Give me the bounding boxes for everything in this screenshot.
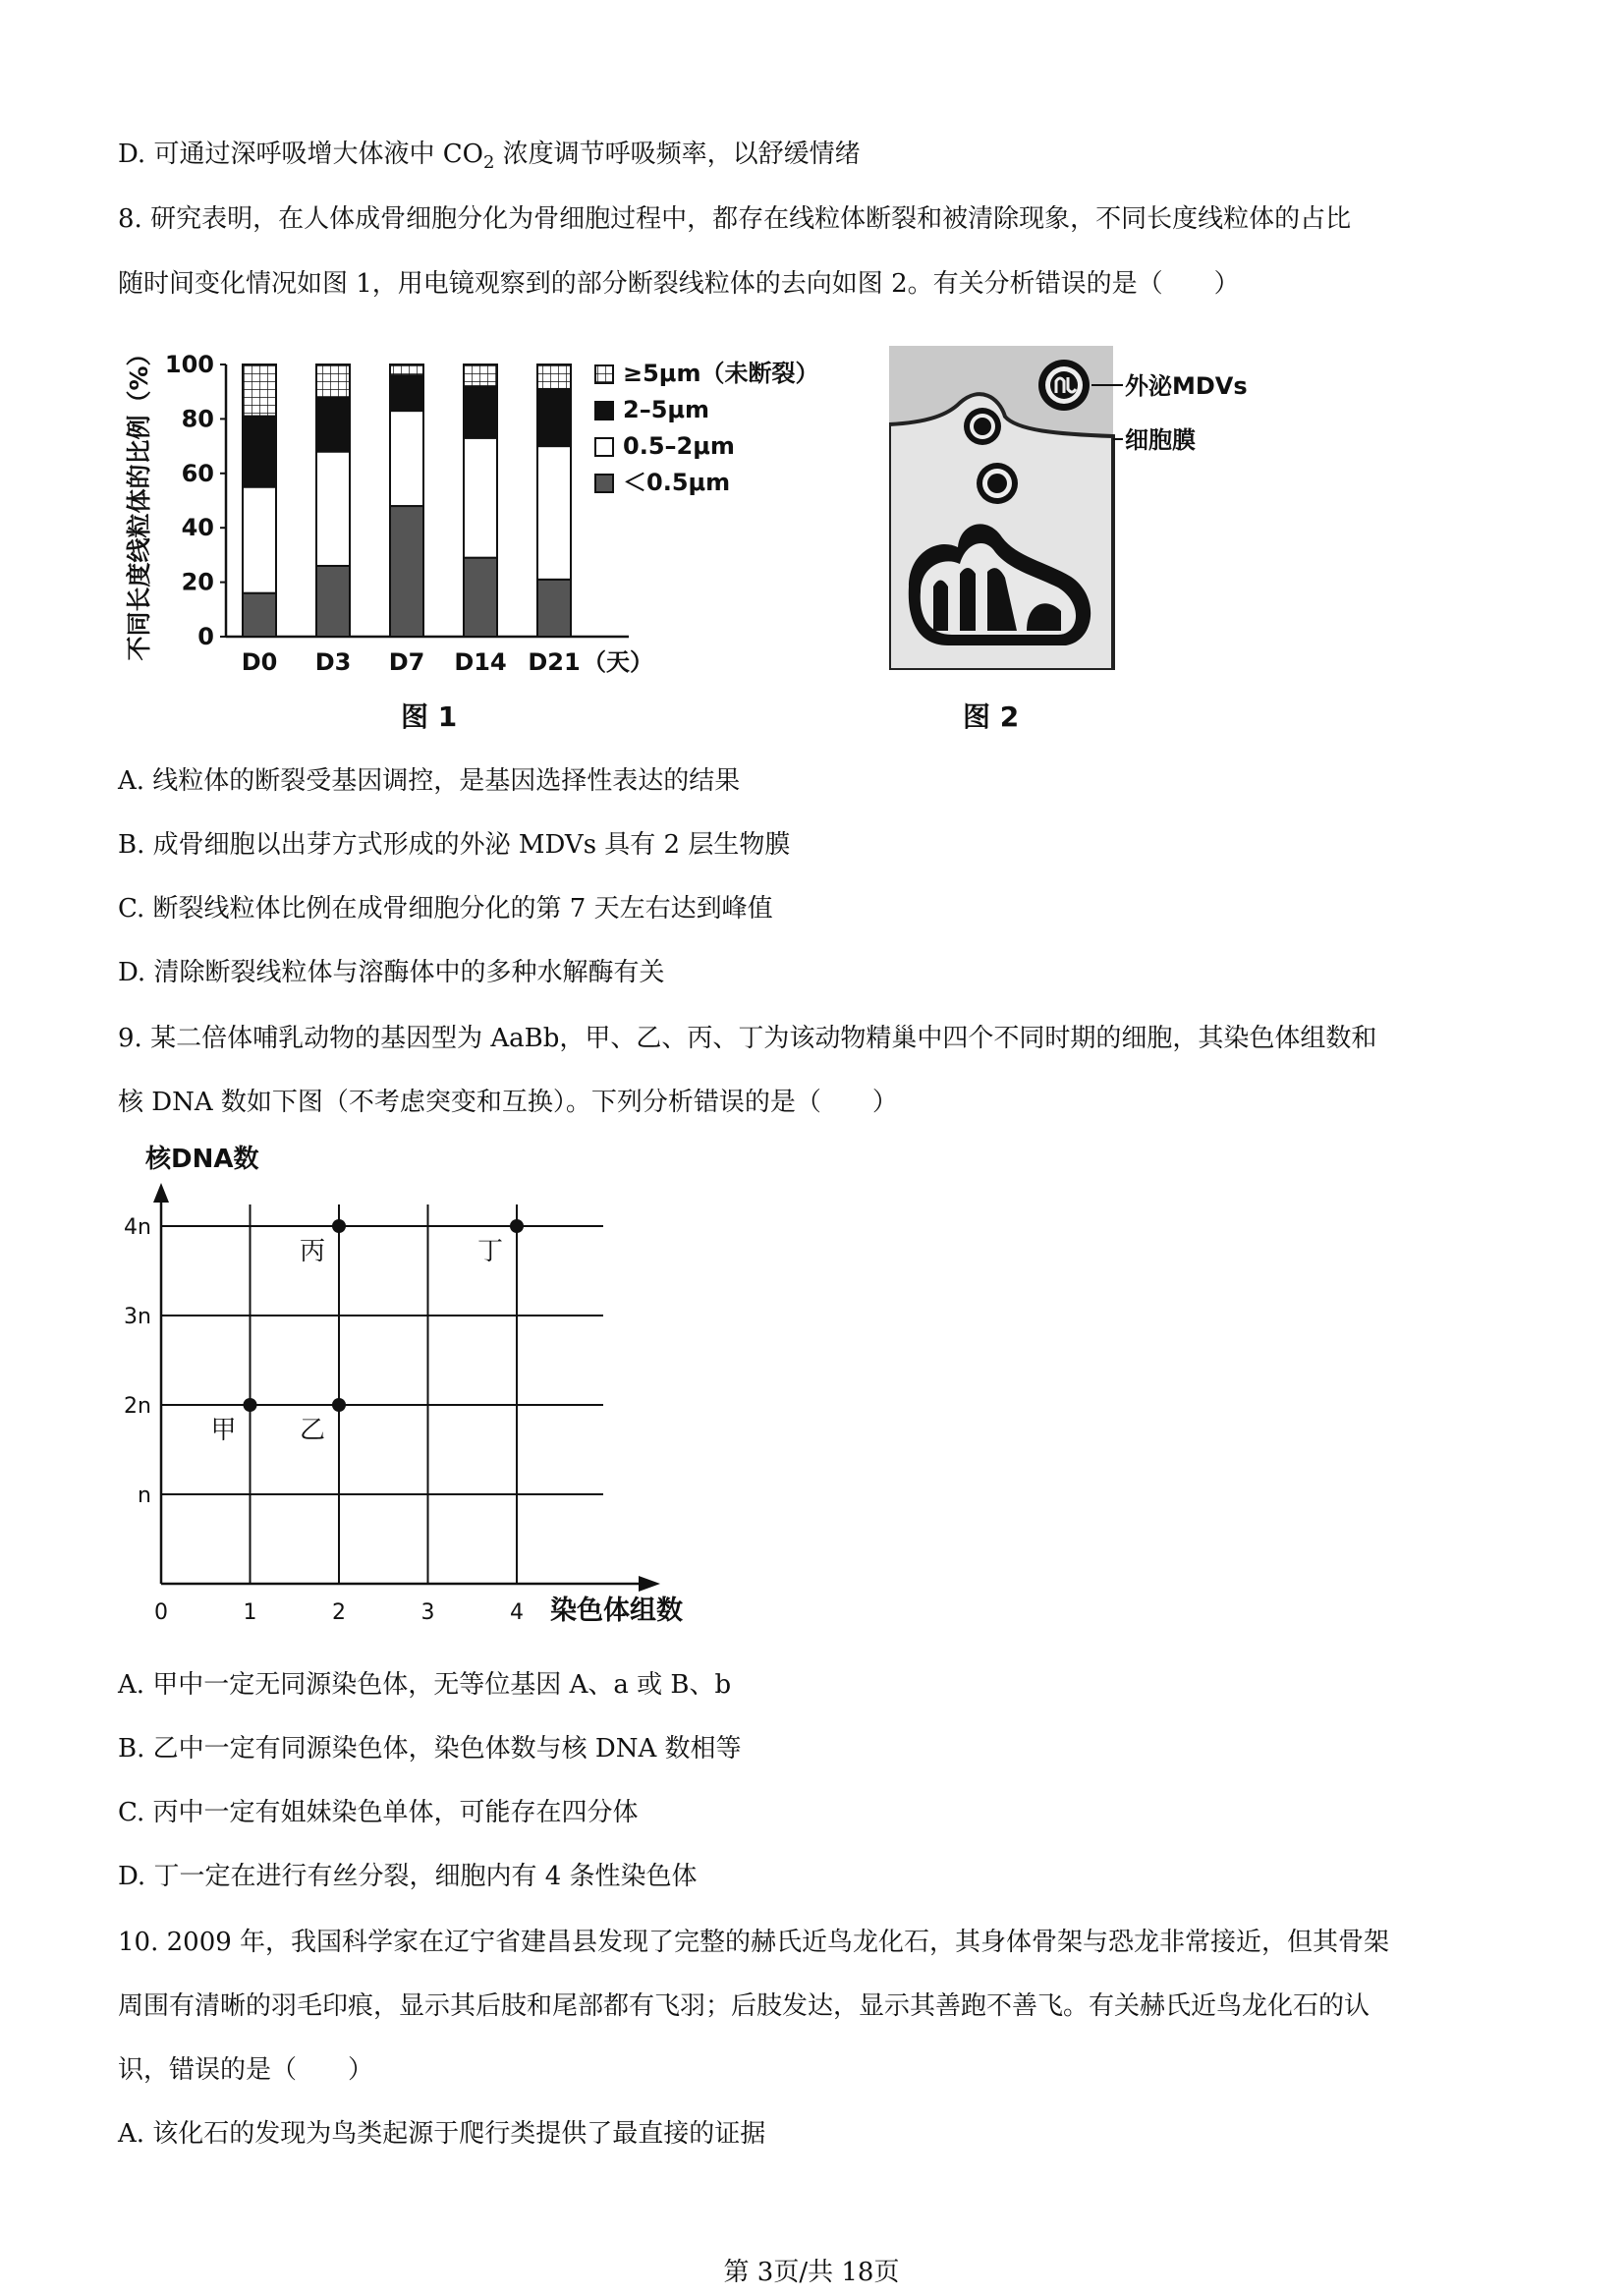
y-tick-label: 0	[197, 623, 214, 650]
x-axis-title: 染色体组数	[550, 1596, 683, 1626]
legend-label: ≥5μm（未断裂）	[623, 360, 819, 387]
q9-option-a: A. 甲中一定无同源染色体，无等位基因 A、a 或 B、b	[118, 1670, 732, 1700]
y-axis-title: 核DNA数	[145, 1145, 259, 1174]
y-tick-label: 20	[181, 568, 214, 596]
figure2-caption: 图 2	[963, 700, 1020, 733]
figure1-caption: 图 1	[401, 700, 458, 733]
bar-segment	[464, 364, 497, 386]
y-tick-label: 3n	[124, 1305, 151, 1329]
x-tick-label: D21	[528, 648, 581, 676]
q8-stem-line1: 8. 研究表明，在人体成骨细胞分化为骨细胞过程中，都存在线粒体断裂和被清除现象，不同长度线粒体的占比	[118, 204, 1352, 234]
q9-option-b: B. 乙中一定有同源染色体，染色体数与核 DNA 数相等	[118, 1734, 742, 1764]
legend-swatch	[595, 438, 613, 456]
label-cell-membrane: 细胞膜	[1125, 426, 1196, 454]
data-point	[244, 1398, 257, 1412]
x-tick-label: D3	[314, 648, 352, 676]
y-tick-label: 80	[181, 405, 214, 433]
legend-label: 0.5–2μm	[623, 432, 735, 460]
data-point	[332, 1219, 346, 1233]
legend-swatch	[595, 365, 613, 383]
y-tick-label: 2n	[124, 1394, 151, 1419]
legend-swatch	[595, 402, 613, 420]
x-unit-label: （天）	[583, 648, 653, 676]
bar-segment	[390, 375, 423, 411]
x-tick-label: D0	[241, 648, 278, 676]
y-axis-label: 不同长度线粒体的比例（%）	[125, 341, 153, 661]
y-tick-label: n	[138, 1484, 151, 1508]
x-tick-label: 1	[243, 1600, 257, 1625]
bar-segment	[243, 364, 276, 417]
data-point	[332, 1398, 346, 1412]
bar-segment	[243, 487, 276, 593]
data-point-label: 甲	[210, 1416, 237, 1445]
bar-segment	[390, 411, 423, 506]
q7-option-d-pre: D. 可通过深呼吸增大体液中 CO	[118, 140, 483, 169]
q9-stem-line1: 9. 某二倍体哺乳动物的基因型为 AaBb，甲、乙、丙、丁为该动物精巢中四个不同时期的细胞，其染色体组数和	[118, 1024, 1377, 1053]
legend-label: ＜0.5μm	[623, 469, 731, 496]
bar-segment	[537, 580, 571, 637]
x-tick-label: 2	[332, 1600, 346, 1625]
q9-option-c: C. 丙中一定有姐妹染色单体，可能存在四分体	[118, 1798, 639, 1827]
bar-segment	[464, 438, 497, 558]
data-point-label: 乙	[299, 1416, 325, 1445]
budding-vesicle-icon	[964, 408, 1001, 445]
bar-segment	[537, 364, 571, 389]
page-footer: 第 3页/共 18页	[723, 2258, 900, 2287]
data-point-label: 丙	[299, 1237, 325, 1266]
bar-segment	[316, 364, 350, 397]
q9-stem-line2: 核 DNA 数如下图（不考虑突变和互换）。下列分析错误的是（ ）	[118, 1088, 898, 1117]
label-mdvs: 外泌MDVs	[1125, 372, 1248, 400]
y-tick-label: 60	[181, 459, 214, 487]
y-tick-label: 40	[181, 514, 214, 542]
q7-option-d-sub: 2	[482, 152, 495, 173]
x-tick-label: D7	[388, 648, 425, 676]
data-point-label: 丁	[476, 1237, 503, 1266]
legend-label: 2–5μm	[623, 396, 710, 423]
q7-option-d	[118, 138, 861, 180]
q7-option-d-post: 浓度调节呼吸频率，以舒缓情绪	[494, 140, 861, 169]
x-tick-label: 3	[420, 1600, 435, 1625]
x-axis-arrow-icon	[639, 1576, 660, 1592]
q8-stem-line2: 随时间变化情况如图 1，用电镜观察到的部分断裂线粒体的去向如图 2。有关分析错误的是（ ）	[118, 269, 1240, 299]
bar-segment	[464, 558, 497, 637]
bar-segment	[390, 364, 423, 375]
q10-stem-line1: 10. 2009 年，我国科学家在辽宁省建昌县发现了完整的赫氏近鸟龙化石，其身体骨架与恐龙非常接近，但其骨架	[118, 1928, 1390, 1957]
bar-segment	[537, 389, 571, 446]
y-tick-label: 100	[164, 351, 214, 378]
bar-segment	[243, 417, 276, 487]
figure1-stacked-bar-chart	[118, 334, 865, 698]
q10-stem-line2: 周围有清晰的羽毛印痕，显示其后肢和尾部都有飞羽；后肢发达，显示其善跑不善飞。有关赫氏近鸟龙化石的认	[118, 1991, 1371, 2021]
y-axis-arrow-icon	[153, 1183, 169, 1203]
data-point	[510, 1219, 524, 1233]
x-tick-label: 4	[510, 1600, 524, 1625]
q8-option-b: B. 成骨细胞以出芽方式形成的外泌 MDVs 具有 2 层生物膜	[118, 830, 791, 860]
mdv-vesicle-icon	[1038, 360, 1090, 411]
bar-segment	[537, 446, 571, 580]
q8-option-a: A. 线粒体的断裂受基因调控，是基因选择性表达的结果	[118, 766, 741, 796]
q10-stem-line3: 识，错误的是（ ）	[118, 2055, 374, 2085]
bar-segment	[243, 593, 276, 637]
bar-segment	[390, 506, 423, 637]
x-tick-label: D14	[454, 648, 507, 676]
bar-segment	[316, 452, 350, 566]
inner-vesicle-icon	[977, 463, 1018, 504]
bar-segment	[464, 386, 497, 438]
bar-segment	[316, 566, 350, 637]
q10-option-a: A. 该化石的发现为鸟类起源于爬行类提供了最直接的证据	[118, 2119, 766, 2149]
figure2-micrograph	[889, 346, 1282, 670]
bar-segment	[316, 397, 350, 451]
y-tick-label: 4n	[124, 1215, 151, 1240]
q8-option-d: D. 清除断裂线粒体与溶酶体中的多种水解酶有关	[118, 958, 665, 987]
dna-chromosome-set-chart	[118, 1142, 727, 1643]
x-tick-label: 0	[154, 1600, 168, 1625]
q9-option-d: D. 丁一定在进行有丝分裂，细胞内有 4 条性染色体	[118, 1862, 698, 1891]
q8-option-c: C. 断裂线粒体比例在成骨细胞分化的第 7 天左右达到峰值	[118, 894, 773, 924]
legend-swatch	[595, 475, 613, 492]
